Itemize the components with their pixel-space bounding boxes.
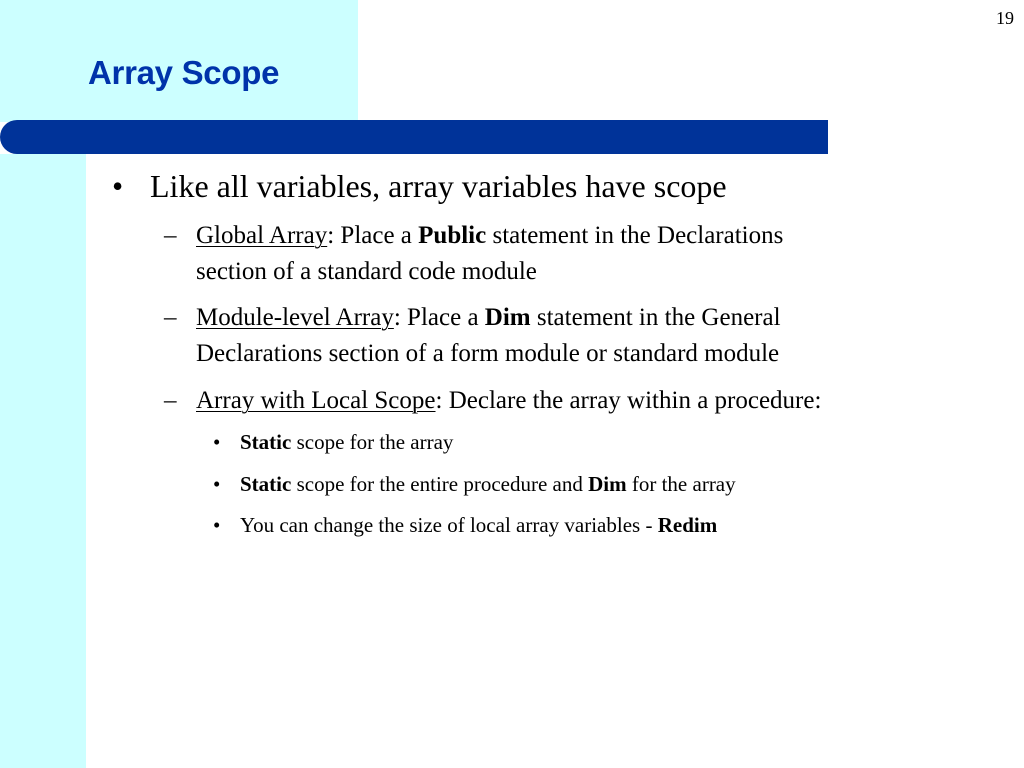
public-keyword: Public — [418, 222, 487, 249]
dash-marker: – — [164, 222, 177, 249]
dim-keyword: Dim — [588, 472, 627, 496]
sub-sub-bullet-static-procedure — [213, 470, 980, 498]
module-array-text-pre: : Place a — [393, 304, 485, 331]
dash-marker: – — [164, 304, 177, 331]
bullet-marker: • — [213, 472, 221, 496]
module-array-text-post: statement in the General — [530, 304, 781, 331]
redim-keyword: Redim — [657, 513, 718, 537]
bullet-marker: • — [213, 513, 221, 537]
global-array-term: Global Array — [196, 222, 328, 249]
sub-bullet-global-array — [164, 218, 986, 290]
bullet-main-text: Like all variables, array variables have scope — [150, 168, 727, 204]
static-keyword: Static — [240, 430, 292, 454]
static-procedure-text: scope for the entire procedure and — [291, 472, 589, 496]
page-number: 19 — [996, 8, 1014, 28]
bullet-marker: • — [112, 168, 124, 204]
static-array-text: scope for the array — [291, 430, 454, 454]
local-scope-text: : Declare the array within a procedure: — [435, 387, 822, 414]
static-keyword: Static — [240, 472, 292, 496]
sub-sub-bullet-static-array — [213, 428, 980, 456]
bullet-marker: • — [213, 430, 221, 454]
module-level-array-term: Module-level Array — [196, 304, 394, 331]
slide-title: Array Scope — [88, 54, 280, 91]
sub-bullet-module-level-array — [164, 300, 986, 372]
dash-marker: – — [164, 387, 177, 414]
local-scope-array-term: Array with Local Scope — [196, 387, 436, 414]
module-array-text-line2: Declarations section of a form module or standard module — [196, 340, 780, 367]
global-array-text-post: statement in the Declarations — [486, 222, 784, 249]
static-procedure-text-end: for the array — [626, 472, 736, 496]
side-background-band — [0, 154, 86, 768]
bullet-main — [112, 166, 990, 206]
sub-sub-bullet-redim — [213, 511, 980, 539]
redim-text: You can change the size of local array variables - — [240, 513, 658, 537]
global-array-text-line2: section of a standard code module — [196, 258, 537, 285]
dim-keyword: Dim — [484, 304, 531, 331]
global-array-text-pre: : Place a — [327, 222, 419, 249]
sub-bullet-local-scope-array — [164, 383, 986, 419]
title-rule-bar — [0, 120, 828, 154]
